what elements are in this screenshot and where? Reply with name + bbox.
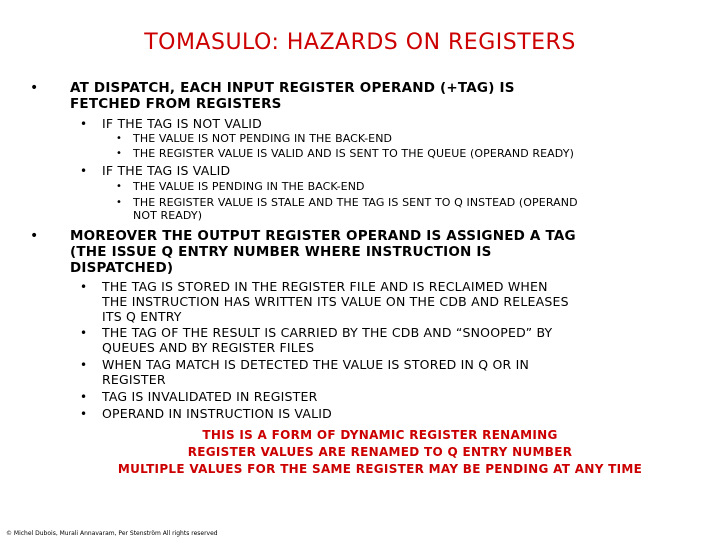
bullet: • — [80, 390, 88, 404]
valid-label: IF THE TAG IS VALID — [102, 163, 231, 178]
p2-item-3-line-2: REGISTER — [102, 372, 166, 387]
copyright-footer: © Michel Dubois, Murali Annavaram, Per Stenström All rights reserved — [6, 530, 218, 537]
valid-item-1: THE VALUE IS PENDING IN THE BACK-END — [133, 180, 365, 193]
valid-item-2: THE REGISTER VALUE IS STALE AND THE TAG IS SENT TO Q INSTEAD (OPERAND — [133, 196, 578, 209]
bullet: • — [30, 80, 39, 96]
bullet: • — [116, 133, 122, 144]
slide-title: TOMASULO: HAZARDS ON REGISTERS — [144, 30, 576, 55]
bullet: • — [80, 407, 88, 421]
bullet: • — [116, 148, 122, 159]
bullet: • — [80, 326, 88, 340]
p2-item-3-line-1: WHEN TAG MATCH IS DETECTED THE VALUE IS STORED IN Q OR IN — [102, 357, 530, 372]
p2-line-3: DISPATCHED) — [70, 260, 174, 276]
bullet: • — [80, 358, 88, 372]
p2-item-4: TAG IS INVALIDATED IN REGISTER — [102, 389, 318, 404]
conclusion-line-1: THIS IS A FORM OF DYNAMIC REGISTER RENAMING — [202, 428, 558, 442]
bullet: • — [80, 117, 88, 131]
p1-line-1: AT DISPATCH, EACH INPUT REGISTER OPERAND (+TAG) IS — [70, 80, 515, 96]
p2-item-1-line-3: ITS Q ENTRY — [102, 309, 182, 324]
p2-item-2-line-1: THE TAG OF THE RESULT IS CARRIED BY THE CDB AND “SNOOPED” BY — [102, 325, 553, 340]
not-valid-item-1: THE VALUE IS NOT PENDING IN THE BACK-END — [133, 132, 393, 145]
valid-item-2-cont: NOT READY) — [133, 209, 203, 222]
p2-line-2: (THE ISSUE Q ENTRY NUMBER WHERE INSTRUCTION IS — [70, 244, 492, 260]
bullet: • — [30, 228, 39, 244]
p1-line-2: FETCHED FROM REGISTERS — [70, 96, 282, 112]
bullet: • — [80, 164, 88, 178]
p2-item-1-line-2: THE INSTRUCTION HAS WRITTEN ITS VALUE ON THE CDB AND RELEASES — [102, 294, 569, 309]
bullet: • — [116, 197, 122, 208]
conclusion-line-2: REGISTER VALUES ARE RENAMED TO Q ENTRY NUMBER — [187, 445, 573, 459]
conclusion-line-3: MULTIPLE VALUES FOR THE SAME REGISTER MAY BE PENDING AT ANY TIME — [117, 462, 643, 476]
p2-line-1: MOREOVER THE OUTPUT REGISTER OPERAND IS ASSIGNED A TAG — [70, 228, 576, 244]
p2-item-1-line-1: THE TAG IS STORED IN THE REGISTER FILE AND IS RECLAIMED WHEN — [102, 279, 548, 294]
not-valid-item-2: THE REGISTER VALUE IS VALID AND IS SENT TO THE QUEUE (OPERAND READY) — [133, 147, 574, 160]
bullet: • — [116, 181, 122, 192]
p2-item-2-line-2: QUEUES AND BY REGISTER FILES — [102, 340, 315, 355]
bullet: • — [80, 280, 88, 294]
p2-item-5: OPERAND IN INSTRUCTION IS VALID — [102, 406, 332, 421]
not-valid-label: IF THE TAG IS NOT VALID — [102, 116, 262, 131]
